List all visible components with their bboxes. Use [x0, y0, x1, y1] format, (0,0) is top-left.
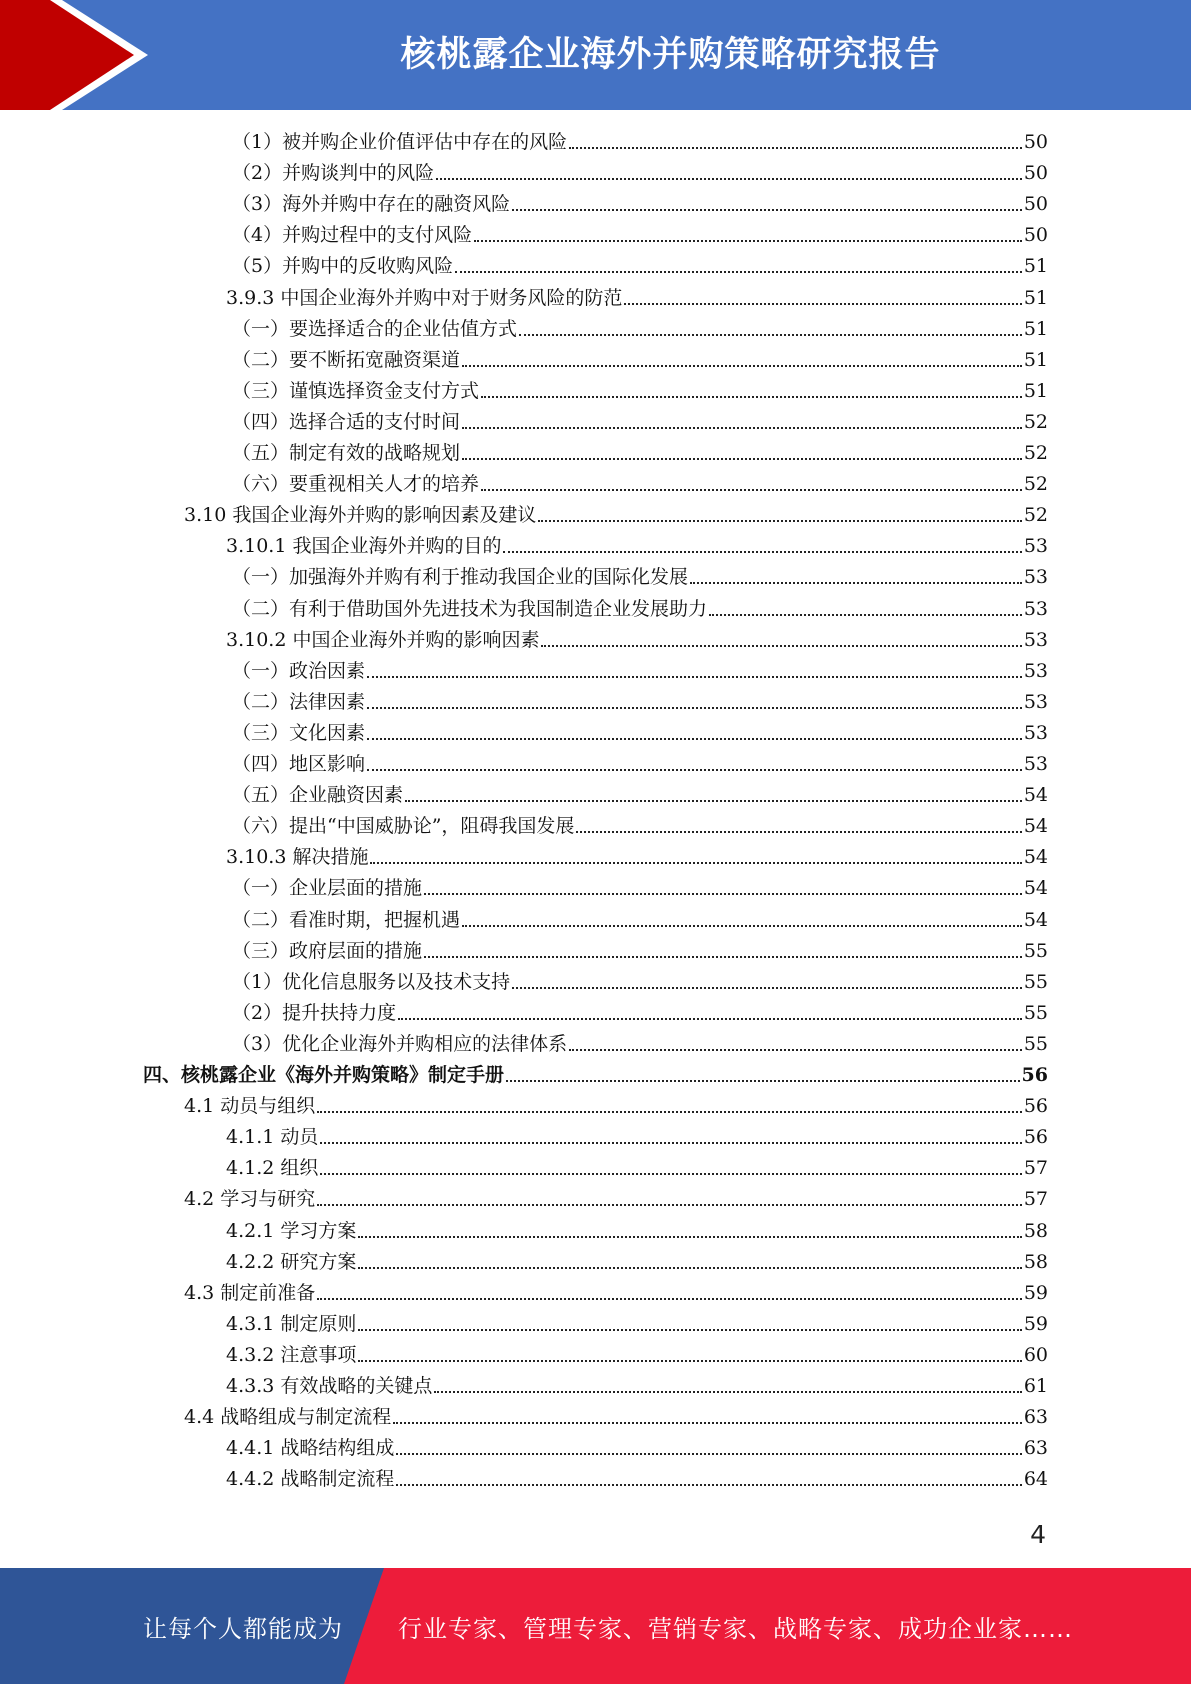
- toc-entry-title: 4.1 动员与组织: [184, 1095, 316, 1118]
- toc-entry-title: （五）企业融资因素: [232, 784, 404, 807]
- toc-entry[interactable]: [226, 531, 1048, 562]
- toc-entry[interactable]: [232, 562, 1048, 593]
- toc-entry-title: 4.1.2 组织: [226, 1157, 319, 1180]
- toc-entry-page: 60: [1023, 1343, 1048, 1366]
- toc-leader-dots: [512, 986, 1022, 989]
- toc-entry[interactable]: [232, 220, 1048, 251]
- toc-entry-page: 55: [1023, 1032, 1048, 1055]
- toc-entry-page: 59: [1023, 1281, 1048, 1304]
- toc-entry-page: 53: [1023, 690, 1048, 713]
- toc-entry-title: 4.1.1 动员: [226, 1126, 319, 1149]
- toc-entry[interactable]: [232, 873, 1048, 904]
- toc-entry[interactable]: [226, 1247, 1048, 1278]
- toc-entry-page: 55: [1023, 1001, 1048, 1024]
- toc-leader-dots: [690, 581, 1022, 584]
- toc-entry-title: （4）并购过程中的支付风险: [232, 224, 473, 247]
- toc-entry-title: 4.4.2 战略制定流程: [226, 1468, 395, 1491]
- toc-entry[interactable]: [226, 1433, 1048, 1464]
- toc-entry[interactable]: [232, 407, 1048, 438]
- toc-leader-dots: [367, 737, 1022, 740]
- toc-leader-dots: [317, 1297, 1022, 1300]
- toc-leader-dots: [370, 861, 1021, 864]
- toc-entry[interactable]: [232, 158, 1048, 189]
- toc-entry-title: 4.2.1 学习方案: [226, 1219, 357, 1242]
- toc-leader-dots: [396, 1452, 1021, 1455]
- toc-entry-title: （一）要选择适合的企业估值方式: [232, 317, 518, 340]
- toc-leader-dots: [398, 1017, 1022, 1020]
- toc-entry[interactable]: [184, 1184, 1048, 1215]
- toc-entry-title: 4.4.1 战略结构组成: [226, 1437, 395, 1460]
- toc-entry-page: 64: [1023, 1468, 1048, 1491]
- toc-entry-title: （四）地区影响: [232, 753, 366, 775]
- toc-entry-title: 4.3.3 有效战略的关键点: [226, 1375, 433, 1397]
- toc-entry[interactable]: [232, 749, 1048, 780]
- toc-entry[interactable]: [232, 189, 1048, 220]
- toc-entry[interactable]: [232, 376, 1048, 407]
- toc-entry-page: 51: [1023, 317, 1048, 340]
- toc-entry-page: 52: [1023, 410, 1048, 433]
- toc-leader-dots: [462, 924, 1022, 927]
- toc-leader-dots: [506, 1079, 1020, 1082]
- toc-entry[interactable]: [232, 127, 1048, 158]
- toc-entry-title: （2）并购谈判中的风险: [232, 162, 435, 185]
- toc-entry-page: 58: [1023, 1250, 1048, 1273]
- toc-entry-title: 4.3.1 制定原则: [226, 1312, 357, 1335]
- toc-leader-dots: [320, 1141, 1021, 1144]
- page-number: 4: [1030, 1520, 1046, 1549]
- toc-entry-title: 4.2.2 研究方案: [226, 1250, 357, 1273]
- toc-entry-page: 63: [1023, 1406, 1048, 1429]
- toc-leader-dots: [503, 550, 1021, 553]
- toc-entry[interactable]: [232, 314, 1048, 345]
- toc-entry-page: 56: [1021, 1064, 1048, 1086]
- toc-entry[interactable]: [232, 967, 1048, 998]
- toc-entry[interactable]: [232, 594, 1048, 625]
- toc-entry-title: （三）政府层面的措施: [232, 939, 423, 962]
- toc-entry-title: （一）企业层面的措施: [232, 877, 423, 900]
- toc-entry-title: （二）有利于借助国外先进技术为我国制造企业发展助力: [232, 597, 708, 620]
- toc-entry[interactable]: [232, 469, 1048, 500]
- toc-entry-title: （三）文化因素: [232, 721, 366, 744]
- toc-entry-page: 54: [1023, 908, 1048, 931]
- toc-entry-page: 52: [1023, 504, 1048, 527]
- toc-entry-page: 57: [1023, 1188, 1048, 1211]
- toc-leader-dots: [367, 768, 1022, 771]
- toc-entry-page: 53: [1023, 628, 1048, 651]
- toc-entry-title: （二）看准时期，把握机遇: [232, 908, 461, 931]
- toc-entry[interactable]: [226, 842, 1048, 873]
- toc-leader-dots: [367, 706, 1022, 709]
- toc-entry-title: （1）被并购企业价值评估中存在的风险: [232, 131, 568, 153]
- toc-entry-title: （二）要不断拓宽融资渠道: [232, 348, 461, 371]
- toc-entry-page: 56: [1023, 1126, 1048, 1149]
- toc-entry-page: 53: [1023, 597, 1048, 620]
- toc-leader-dots: [455, 270, 1022, 273]
- toc-leader-dots: [320, 1172, 1021, 1175]
- toc-entry-title: （六）要重视相关人才的培养: [232, 473, 480, 496]
- header-band: [0, 0, 1191, 110]
- toc-entry[interactable]: [184, 1091, 1048, 1122]
- toc-entry[interactable]: [226, 1309, 1048, 1340]
- toc-entry-page: 53: [1023, 721, 1048, 744]
- toc-leader-dots: [317, 1110, 1022, 1113]
- toc-entry-page: 63: [1023, 1437, 1048, 1460]
- toc-entry-page: 54: [1023, 784, 1048, 807]
- toc-entry-page: 57: [1023, 1157, 1048, 1180]
- toc-entry[interactable]: [232, 998, 1048, 1029]
- toc-entry-page: 53: [1023, 535, 1048, 558]
- toc-leader-dots: [393, 1421, 1022, 1424]
- toc-entry-title: （1）优化信息服务以及技术支持: [232, 970, 511, 993]
- toc-entry-title: 3.9.3 中国企业海外并购中对于财务风险的防范: [226, 286, 623, 309]
- toc-entry[interactable]: [232, 438, 1048, 469]
- toc-entry-page: 55: [1023, 970, 1048, 993]
- toc-entry[interactable]: [232, 718, 1048, 749]
- toc-entry-title: （3）优化企业海外并购相应的法律体系: [232, 1032, 568, 1055]
- toc-leader-dots: [709, 613, 1022, 616]
- toc-leader-dots: [405, 799, 1022, 802]
- toc-entry-page: 50: [1023, 224, 1048, 247]
- toc-leader-dots: [367, 675, 1022, 678]
- toc-leader-dots: [481, 395, 1022, 398]
- toc-entry-page: 51: [1023, 255, 1048, 278]
- toc-entry-page: 52: [1023, 442, 1048, 464]
- document-title: 核桃露企业海外并购策略研究报告: [400, 35, 941, 75]
- toc-entry-page: 56: [1023, 1095, 1048, 1118]
- toc-entry[interactable]: [226, 1340, 1048, 1371]
- toc-leader-dots: [462, 457, 1022, 460]
- toc-leader-dots: [462, 426, 1022, 429]
- toc-entry[interactable]: [226, 1122, 1048, 1153]
- toc-leader-dots: [358, 1235, 1021, 1238]
- toc-entry-title: 4.2 学习与研究: [184, 1188, 316, 1211]
- toc-entry[interactable]: [226, 1153, 1048, 1184]
- toc-entry[interactable]: [226, 1371, 1048, 1402]
- footer-slogan-left: 让每个人都能成为: [143, 1614, 343, 1643]
- toc-entry[interactable]: [232, 687, 1048, 718]
- toc-entry-title: （三）谨慎选择资金支付方式: [232, 379, 480, 402]
- toc-leader-dots: [569, 146, 1022, 149]
- toc-leader-dots: [358, 1328, 1021, 1331]
- toc-leader-dots: [396, 1483, 1021, 1486]
- toc-entry-title: 4.3 制定前准备: [184, 1281, 316, 1304]
- toc-leader-dots: [317, 1203, 1022, 1206]
- toc-entry-title: 3.10 我国企业海外并购的影响因素及建议: [184, 504, 537, 527]
- toc-entry-title: 3.10.3 解决措施: [226, 846, 369, 869]
- toc-entry[interactable]: [232, 656, 1048, 687]
- toc-entry-title: 4.3.2 注意事项: [226, 1343, 357, 1366]
- toc-entry-title: 3.10.2 中国企业海外并购的影响因素: [226, 628, 540, 651]
- toc-entry[interactable]: [184, 1402, 1048, 1433]
- toc-entry[interactable]: [232, 811, 1048, 842]
- toc-leader-dots: [481, 488, 1022, 491]
- toc-entry[interactable]: [226, 283, 1048, 314]
- toc-entry-title: 3.10.1 我国企业海外并购的目的: [226, 535, 502, 558]
- toc-leader-dots: [512, 208, 1022, 211]
- toc-entry-title: 4.4 战略组成与制定流程: [184, 1406, 392, 1429]
- toc-entry-title: （2）提升扶持力度: [232, 1001, 397, 1024]
- toc-entry-title: 四、核桃露企业《海外并购策略》制定手册: [143, 1064, 505, 1086]
- toc-entry[interactable]: [232, 1029, 1048, 1060]
- toc-entry[interactable]: [232, 936, 1048, 967]
- toc-entry-title: （5）并购中的反收购风险: [232, 255, 454, 278]
- toc-entry-page: 51: [1023, 348, 1048, 371]
- toc-entry-page: 51: [1023, 379, 1048, 402]
- toc-leader-dots: [424, 892, 1022, 895]
- toc-leader-dots: [424, 955, 1022, 958]
- toc-leader-dots: [436, 177, 1022, 180]
- toc-leader-dots: [462, 364, 1022, 367]
- toc-entry[interactable]: [226, 1464, 1048, 1495]
- toc-entry-page: 54: [1023, 877, 1048, 900]
- toc-leader-dots: [434, 1390, 1021, 1393]
- toc-entry-title: （四）选择合适的支付时间: [232, 410, 461, 433]
- toc-entry-page: 51: [1023, 286, 1048, 309]
- toc-entry-page: 52: [1023, 473, 1048, 496]
- toc-entry[interactable]: [226, 625, 1048, 656]
- toc-entry[interactable]: [232, 345, 1048, 376]
- toc-entry-title: （一）政治因素: [232, 659, 366, 682]
- toc-entry-page: 50: [1023, 193, 1048, 216]
- toc-entry-title: （六）提出“中国威胁论”，阻碍我国发展: [232, 815, 575, 838]
- toc-leader-dots: [569, 1048, 1022, 1051]
- toc-leader-dots: [474, 239, 1022, 242]
- toc-entry[interactable]: [232, 251, 1048, 282]
- toc-leader-dots: [358, 1359, 1021, 1362]
- toc-entry[interactable]: [184, 500, 1048, 531]
- toc-entry-title: （3）海外并购中存在的融资风险: [232, 193, 511, 216]
- toc-entry-page: 50: [1023, 162, 1048, 185]
- toc-leader-dots: [576, 830, 1021, 833]
- toc-entry-title: （五）制定有效的战略规划: [232, 442, 461, 464]
- toc-entry[interactable]: [143, 1060, 1048, 1091]
- toc-leader-dots: [624, 302, 1021, 305]
- toc-entry[interactable]: [232, 905, 1048, 936]
- toc-entry-page: 53: [1023, 753, 1048, 775]
- toc-entry-page: 59: [1023, 1312, 1048, 1335]
- toc-leader-dots: [538, 519, 1021, 522]
- toc-entry-title: （二）法律因素: [232, 690, 366, 713]
- toc-entry-page: 54: [1023, 846, 1048, 869]
- toc-entry-title: （一）加强海外并购有利于推动我国企业的国际化发展: [232, 566, 689, 589]
- toc-entry-page: 50: [1023, 131, 1048, 153]
- toc-leader-dots: [541, 644, 1021, 647]
- toc-entry-page: 61: [1023, 1375, 1048, 1397]
- toc-entry[interactable]: [226, 1216, 1048, 1247]
- toc-entry-page: 54: [1023, 815, 1048, 838]
- toc-entry-page: 58: [1023, 1219, 1048, 1242]
- toc-entry-page: 53: [1023, 566, 1048, 589]
- toc-entry[interactable]: [184, 1278, 1048, 1309]
- footer-slogan-right: 行业专家、管理专家、营销专家、战略专家、成功企业家……: [398, 1614, 1073, 1643]
- toc-entry-page: 55: [1023, 939, 1048, 962]
- footer-band: [0, 1568, 1191, 1684]
- toc-leader-dots: [519, 333, 1022, 336]
- toc-entry[interactable]: [232, 780, 1048, 811]
- toc-entry-page: 53: [1023, 659, 1048, 682]
- toc-leader-dots: [358, 1266, 1021, 1269]
